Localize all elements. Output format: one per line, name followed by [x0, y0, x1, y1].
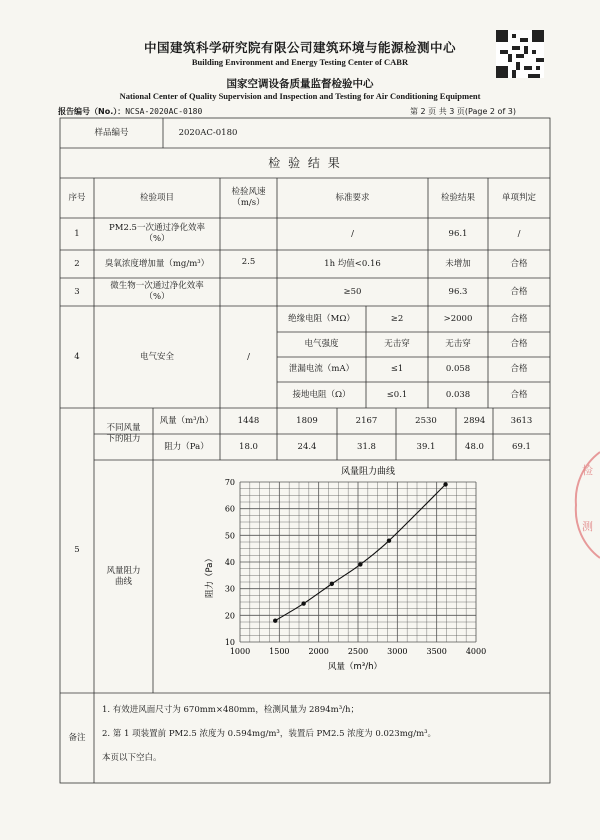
seal-icon: [566, 450, 600, 560]
elec-verdict: 合格: [510, 313, 528, 324]
row3-seq: 3: [74, 286, 80, 297]
center-name-en: National Center of Quality Supervision and Inspection and Testing for Air Conditioning Equipment: [119, 91, 481, 101]
org-name-cn: 中国建筑科学研究院有限公司建筑环境与能源检测中心: [143, 40, 456, 55]
results-title: 检 验 结 果: [268, 155, 342, 170]
row4-item: 电气安全: [139, 351, 174, 362]
row3-result: 96.3: [448, 286, 468, 297]
elec-name: 接地电阻（Ω）: [292, 389, 351, 400]
x-tick-label: 1000: [229, 647, 251, 656]
row2-result: 未增加: [445, 258, 471, 269]
col-result: 检验结果: [440, 192, 475, 203]
row2-verdict: 合格: [510, 258, 528, 269]
stamp-text-1: 检: [582, 464, 593, 477]
res-value: 24.4: [297, 441, 317, 452]
row1-standard: /: [351, 228, 354, 239]
row3-standard: ≥50: [343, 286, 362, 297]
row3-item: 微生物一次通过净化效率 （%）: [110, 281, 204, 302]
col-standard: 标准要求: [335, 192, 370, 203]
elec-result: 0.058: [445, 364, 471, 375]
res-value: 39.1: [416, 441, 436, 452]
col-speed: 检验风速 （m/s）: [231, 187, 266, 208]
res-label: 阻力（Pa）: [164, 441, 209, 452]
flow-value: 2530: [415, 415, 437, 426]
data-point: [330, 582, 334, 586]
x-tick-label: 4000: [465, 647, 487, 656]
row2-item: 臭氧浓度增加量（mg/m³）: [104, 258, 210, 269]
res-value: 69.1: [512, 441, 531, 452]
elec-result: >2000: [443, 313, 473, 324]
row4-speed: /: [247, 351, 250, 362]
report-number-value: NCSA-2020AC-0180: [125, 107, 203, 116]
data-point: [358, 562, 362, 566]
row4-seq: 4: [74, 351, 80, 362]
flow-label: 风量（m³/h）: [159, 415, 214, 426]
row1-result: 96.1: [448, 228, 468, 239]
elec-req: ≤1: [390, 364, 404, 375]
note-line: 2. 第 1 项装置前 PM2.5 浓度为 0.594mg/m³，装置后 PM2.5 浓度为 0.023mg/m³。: [102, 729, 437, 739]
flow-value: 3613: [510, 415, 533, 426]
center-name-cn: 国家空调设备质量监督检验中心: [226, 78, 374, 90]
data-point: [443, 482, 447, 486]
elec-name: 电气强度: [304, 339, 339, 350]
y-tick-label: 60: [224, 504, 235, 514]
row5-seq: 5: [74, 545, 80, 556]
col-verdict: 单项判定: [501, 192, 536, 203]
row2-standard: 1h 均值<0.16: [324, 258, 381, 269]
data-point: [273, 618, 277, 622]
flow-value: 2167: [355, 415, 378, 426]
report-number-label: 报告编号（No.）：: [58, 107, 126, 116]
data-point: [301, 601, 305, 605]
row1-seq: 1: [74, 228, 80, 239]
elec-name: 泄漏电流（mA）: [288, 364, 355, 375]
y-tick-label: 50: [224, 531, 235, 541]
y-tick-label: 70: [224, 478, 235, 487]
y-tick-label: 40: [224, 558, 235, 567]
row2-seq: 2: [74, 258, 80, 269]
elec-req: 无击穿: [384, 339, 410, 350]
elec-verdict: 合格: [510, 339, 528, 350]
sample-label: 样品编号: [94, 127, 129, 138]
col-item: 检验项目: [139, 192, 174, 203]
org-name-en: Building Environment and Energy Testing Center of CABR: [191, 57, 409, 67]
x-tick-label: 1500: [269, 647, 290, 656]
chart-ylabel: 阻力（Pa）: [205, 554, 215, 598]
notes-body: [102, 698, 436, 770]
flow-value: 1448: [237, 415, 260, 426]
data-point: [387, 538, 391, 542]
flow-value: 1809: [296, 415, 318, 426]
elec-result: 0.038: [445, 389, 471, 400]
elec-verdict: 合格: [510, 364, 528, 375]
row1-verdict: /: [517, 228, 521, 239]
series-line: [275, 484, 445, 620]
stamp-partial: [566, 450, 600, 560]
y-tick-label: 10: [224, 638, 235, 647]
col-seq: 序号: [68, 192, 86, 203]
chart-title: 风量阻力曲线: [340, 467, 396, 477]
notes-label: 备注: [68, 732, 86, 743]
elec-req: ≥2: [390, 313, 404, 324]
y-tick-label: 20: [224, 611, 235, 621]
res-value: 18.0: [239, 441, 258, 452]
page-info: 第 2 页 共 3 页(Page 2 of 3): [410, 107, 517, 116]
row1-item: PM2.5一次通过净化效率 （%）: [109, 223, 205, 244]
curve-label: 风量阻力 曲线: [106, 565, 141, 587]
x-tick-label: 2500: [347, 647, 369, 656]
elec-req: ≤0.1: [386, 389, 408, 400]
res-value: 48.0: [465, 441, 484, 452]
elec-name: 绝缘电阻（MΩ）: [288, 313, 355, 324]
note-line: 本页以下空白。: [102, 753, 162, 763]
note-line: 1. 有效进风面尺寸为 670mm×480mm，检测风量为 2894m³/h；: [102, 705, 359, 715]
y-tick-label: 30: [224, 584, 235, 594]
x-tick-label: 3500: [426, 647, 447, 656]
chart-xlabel: 风量（m³/h）: [328, 662, 382, 672]
speed-value: 2.5: [241, 256, 256, 267]
elec-verdict: 合格: [510, 389, 528, 400]
elec-result: 无击穿: [445, 339, 471, 350]
sample-value: 2020AC-0180: [178, 127, 238, 138]
flow-resistance-chart: [200, 462, 500, 674]
flow-value: 2894: [463, 415, 486, 426]
x-tick-label: 2000: [308, 647, 329, 656]
res-value: 31.8: [357, 441, 376, 452]
stamp-text-2: 测: [582, 520, 593, 533]
row3-verdict: 合格: [510, 286, 528, 297]
resistance-label: 不同风量 下的阻力: [106, 423, 141, 444]
x-tick-label: 3000: [387, 647, 408, 656]
